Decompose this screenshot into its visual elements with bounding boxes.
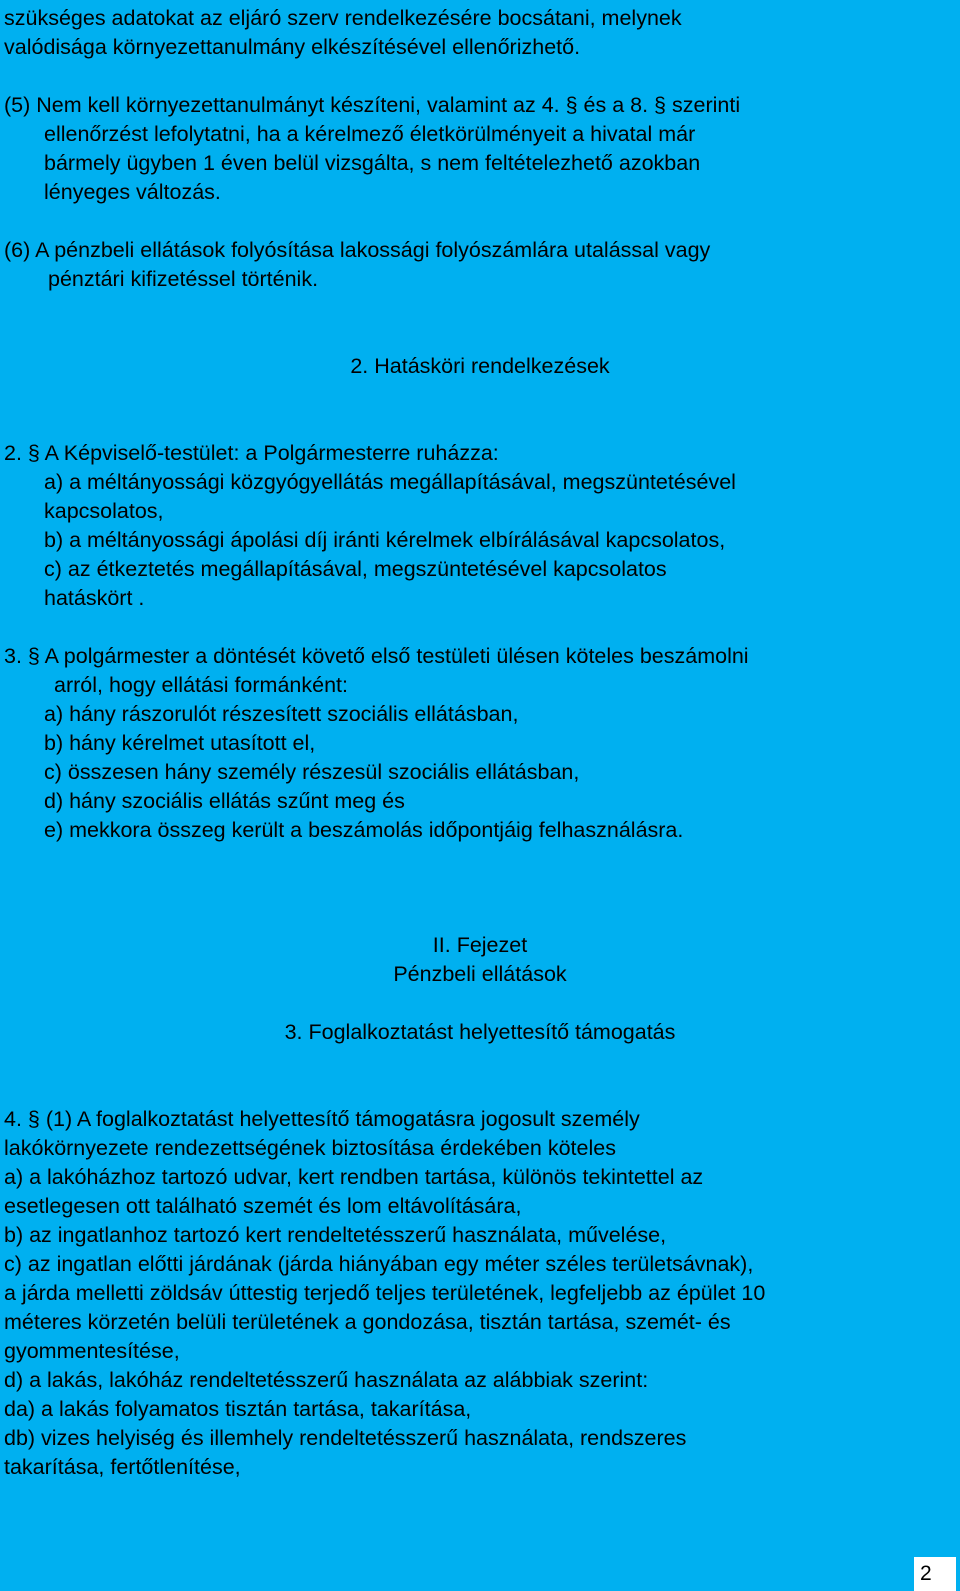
text-line: a járda melletti zöldsáv úttestig terjedő teljes területének, legfeljebb az épület 10 [4,1281,766,1305]
text-line: hatáskört . [44,586,145,610]
page-number: 2 [914,1557,956,1591]
text-line: esetlegesen ott található szemét és lom eltávolítására, [4,1194,522,1218]
list-item: a) hány rászorulót részesített szociális ellátásban, [44,702,519,726]
section-3-line: 3. § A polgármester a döntését követő első testületi ülésen köteles beszámolni [4,644,749,668]
text-line: ellenőrzést lefolytatni, ha a kérelmező életkörülményeit a hivatal már [44,122,696,146]
text-line: szükséges adatokat az eljáró szerv rendelkezésére bocsátani, melynek [4,6,682,30]
text-line: bármely ügyben 1 éven belül vizsgálta, s nem feltételezhető azokban [44,151,701,175]
list-item: c) összesen hány személy részesül szociális ellátásban, [44,760,580,784]
list-item: d) hány szociális ellátás szűnt meg és [44,789,405,813]
chapter-heading: II. Fejezet [432,933,528,957]
text-line: takarítása, fertőtlenítése, [4,1455,241,1479]
list-item: e) mekkora összeg került a beszámolás időpontjáig felhasználásra. [44,818,684,842]
list-item: a) a lakóházhoz tartozó udvar, kert rendben tartása, különös tekintettel az [4,1165,704,1189]
text-line: arról, hogy ellátási formánként: [54,673,348,697]
section-4-line: 4. § (1) A foglalkoztatást helyettesítő támogatásra jogosult személy [4,1107,640,1131]
paragraph-5-line: (5) Nem kell környezettanulmányt készíteni, valamint az 4. § és a 8. § szerinti [4,93,741,117]
list-item: c) az étkeztetés megállapításával, megszüntetésével kapcsolatos [44,557,667,581]
text-line: gyommentesítése, [4,1339,180,1363]
section-heading: 2. Hatásköri rendelkezések [350,354,610,378]
text-line: lakókörnyezete rendezettségének biztosítása érdekében köteles [4,1136,616,1160]
section-2-line: 2. § A Képviselő-testület: a Polgármesterre ruházza: [4,441,499,465]
text-line: méteres körzetén belüli területének a gondozása, tisztán tartása, szemét- és [4,1310,731,1334]
list-item: a) a méltányossági közgyógyellátás megállapításával, megszüntetésével [44,470,736,494]
list-item: b) az ingatlanhoz tartozó kert rendeltetésszerű használata, művelése, [4,1223,667,1247]
text-line: lényeges változás. [44,180,221,204]
section-heading: 3. Foglalkoztatást helyettesítő támogatás [284,1020,676,1044]
text-line: valódisága környezettanulmány elkészítésével ellenőrizhető. [4,35,581,59]
list-item: b) hány kérelmet utasított el, [44,731,316,755]
paragraph-6-line: (6) A pénzbeli ellátások folyósítása lakossági folyószámlára utalással vagy [4,238,711,262]
list-item: db) vizes helyiség és illemhely rendeltetésszerű használata, rendszeres [4,1426,687,1450]
list-item: da) a lakás folyamatos tisztán tartása, takarítása, [4,1397,472,1421]
chapter-title: Pénzbeli ellátások [393,962,567,986]
text-line: kapcsolatos, [44,499,164,523]
list-item: c) az ingatlan előtti járdának (járda hiányában egy méter széles területsávnak), [4,1252,754,1276]
text-line: pénztári kifizetéssel történik. [48,267,319,291]
list-item: d) a lakás, lakóház rendeltetésszerű használata az alábbiak szerint: [4,1368,649,1392]
list-item: b) a méltányossági ápolási díj iránti kérelmek elbírálásával kapcsolatos, [44,528,726,552]
